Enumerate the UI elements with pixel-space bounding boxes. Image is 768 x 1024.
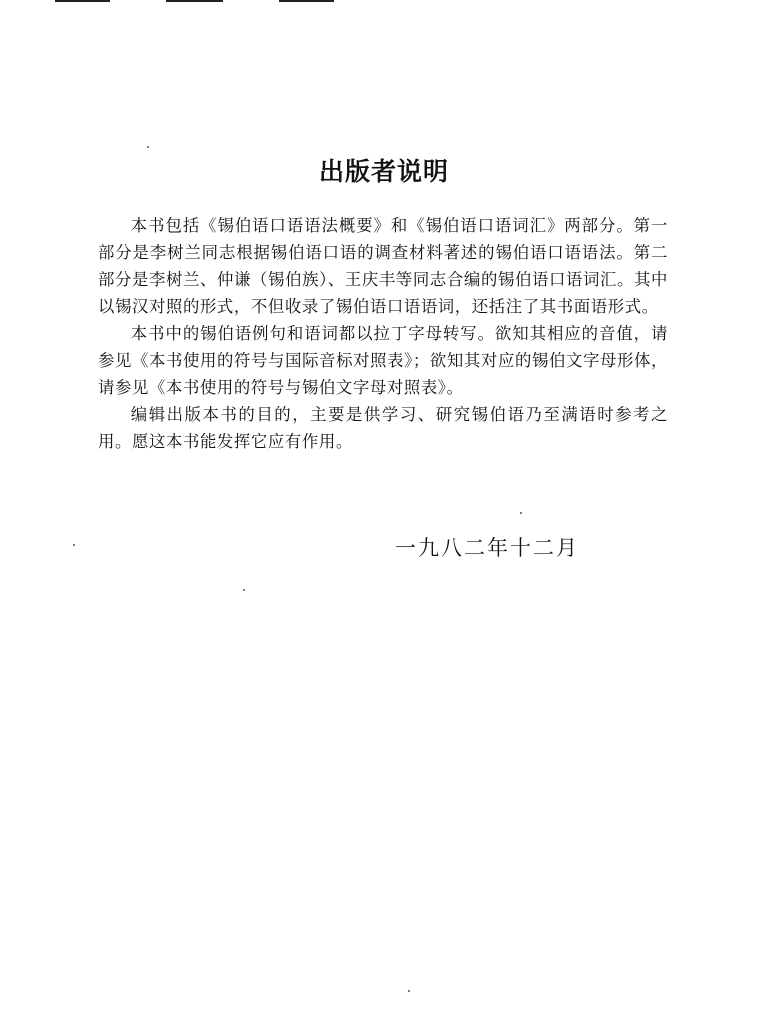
top-rule-right	[279, 0, 334, 2]
scan-speck	[408, 990, 410, 992]
scan-speck	[147, 146, 149, 148]
top-rule-left	[55, 0, 110, 2]
page-title: 出版者说明	[318, 157, 449, 186]
paragraph-3: 编辑出版本书的目的，主要是供学习、研究锡伯语乃至满语时参考之用。愿这本书能发挥它应有作用。	[98, 405, 668, 451]
scan-speck	[243, 589, 245, 591]
publication-date: 一九八二年十二月	[395, 536, 579, 560]
publisher-note-body	[98, 212, 668, 455]
scan-speck	[520, 512, 522, 514]
scan-speck	[73, 544, 75, 546]
paragraph-2: 本书中的锡伯语例句和语词都以拉丁字母转写。欲知其相应的音值，请参见《本书使用的符号与国际音标对照表》；欲知其对应的锡伯文字母形体，请参见《本书使用的符号与锡伯文字母对照表》。	[98, 324, 668, 397]
paragraph-1: 本书包括《锡伯语口语语法概要》和《锡伯语口语词汇》两部分。第一部分是李树兰同志根据锡伯语口语的调查材料著述的锡伯语口语语法。第二部分是李树兰、仲谦（锡伯族）、王庆丰等同志合编的锡伯语口语词汇。其中以锡汉对照的形式，不但收录了锡伯语口语语词，还括注了其书面语形式。	[98, 216, 668, 316]
top-rule-middle	[166, 0, 223, 2]
